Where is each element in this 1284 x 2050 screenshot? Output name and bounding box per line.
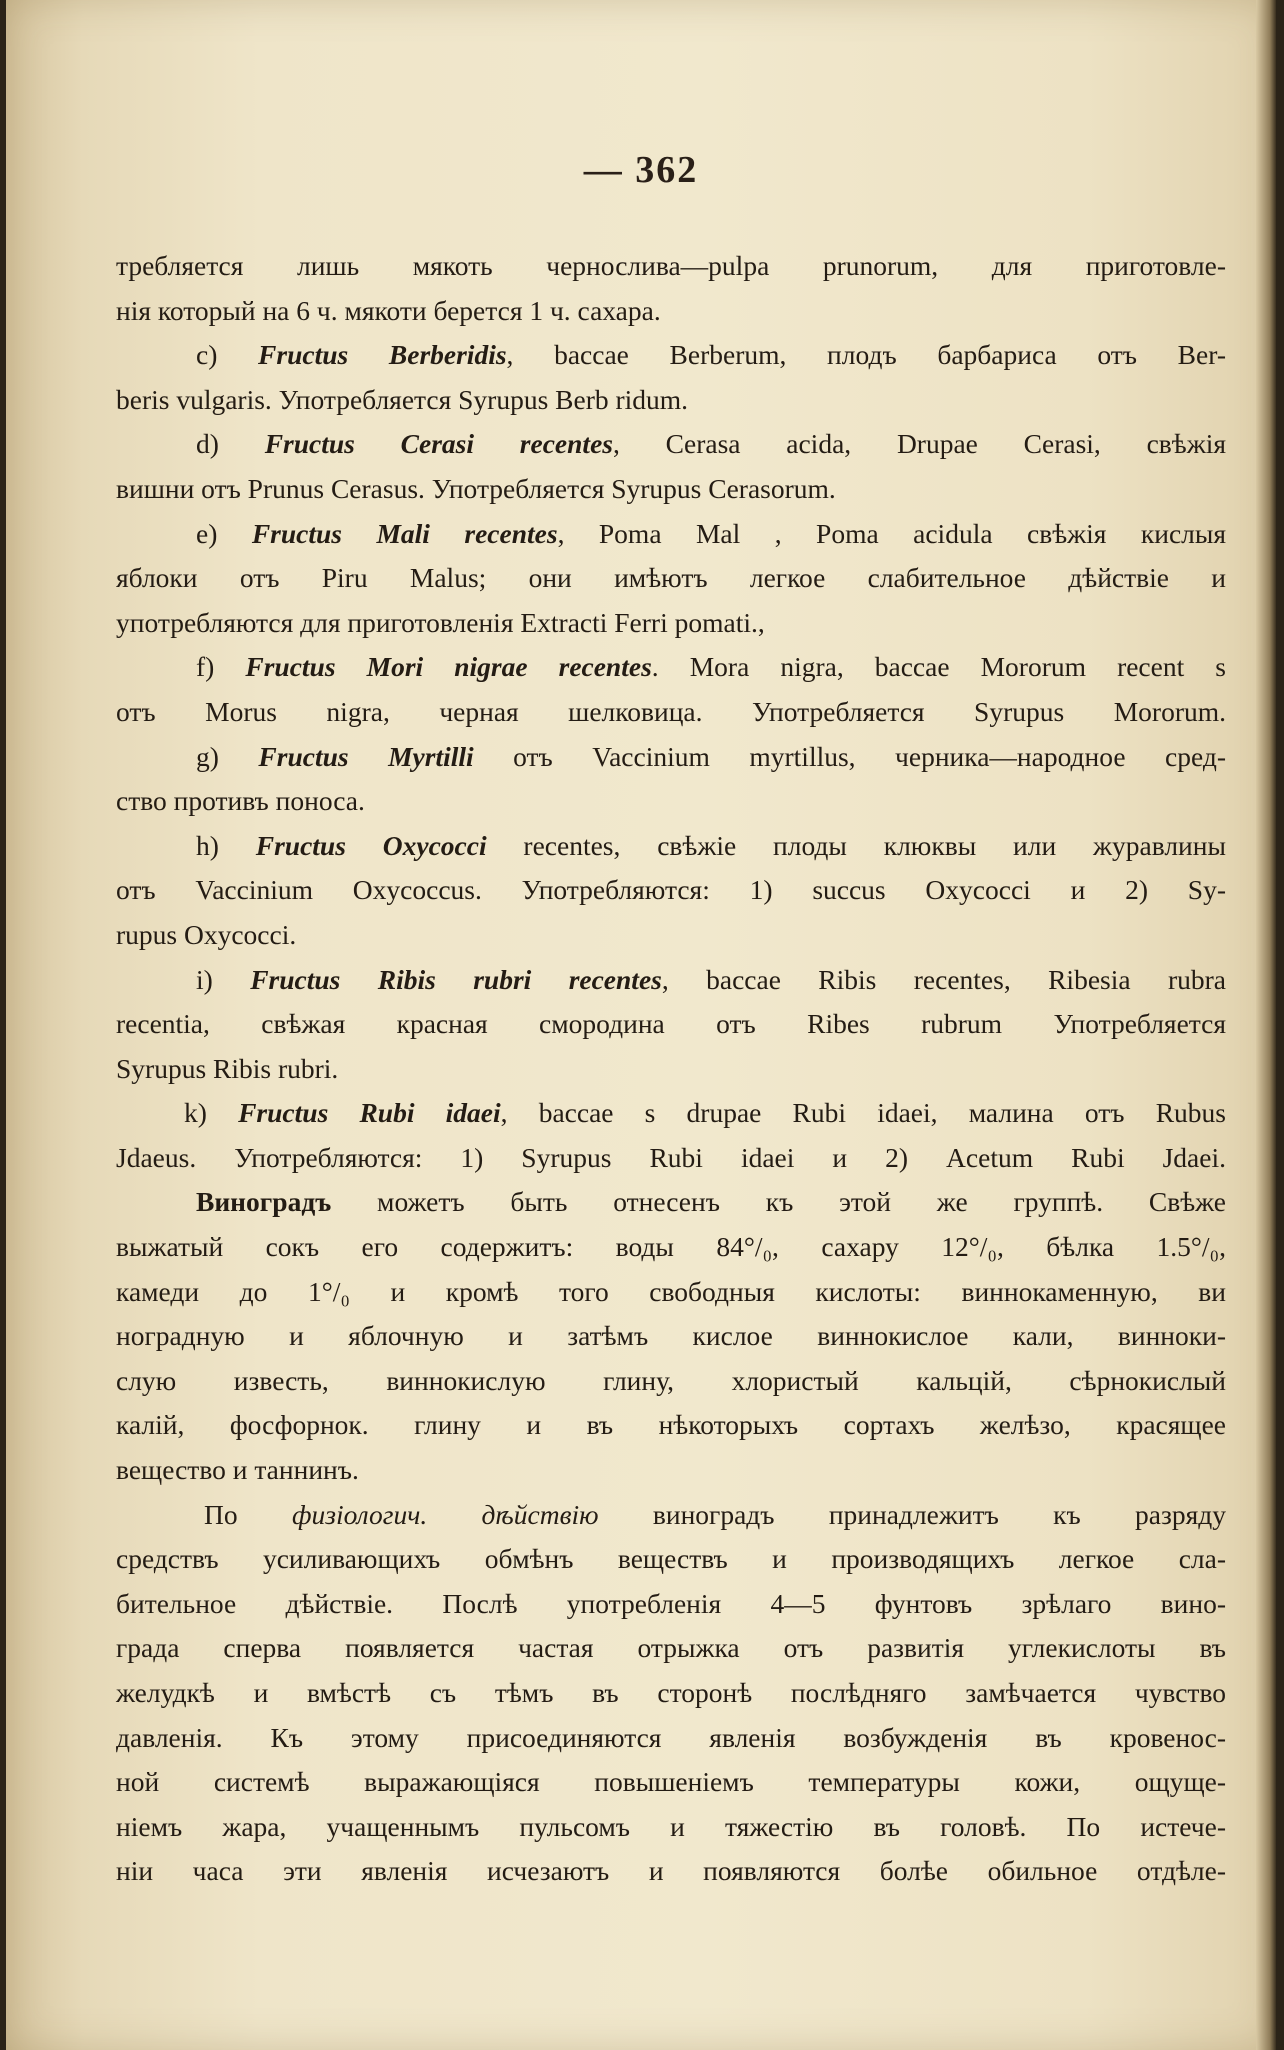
entry-text: . Mora nigra, baccae Mororum recent s [651, 651, 1226, 683]
text-line: желудкѣ и вмѣстѣ съ тѣмъ въ сторонѣ послѣдняго замѣчается чувство [116, 1677, 1226, 1708]
paragraph-text: можетъ быть отнесенъ къ этой же группѣ. Свѣже [331, 1186, 1226, 1218]
latin-term: Fructus Berberidis [258, 339, 507, 371]
text-line: Jdaeus. Употребляются: 1) Syrupus Rubi idaei и 2) Acetum Rubi Jdaei. [116, 1141, 1226, 1173]
paragraph-text: По [204, 1498, 292, 1530]
entry-letter: h) [196, 829, 256, 861]
text-line: rupus Oxycocci. [116, 918, 297, 950]
text-line: отъ Vaccinium Oxycoccus. Употребляются: 1) succus Oxycocci и 2) Sy- [116, 874, 1226, 906]
text-line: вещество и таннинъ. [116, 1454, 359, 1486]
entry-d [116, 422, 1226, 467]
latin-term: Fructus Myrtilli [258, 740, 474, 772]
text-line: ство противъ поноса. [116, 785, 365, 817]
text-line: бительное дѣйствіе. Послѣ употребленія 4—5 фунтовъ зрѣлаго вино- [116, 1587, 1226, 1619]
page-number: — 362 [583, 149, 699, 191]
text-line: отъ Morus nigra, черная шелковица. Употребляется Syrupus Mororum. [116, 695, 1226, 727]
text-line: вишни отъ Prunus Cerasus. Употребляется Syrupus Cerasorum. [116, 472, 836, 504]
entry-text: , baccae s drupae Rubi idaei, малина отъ Rubus [500, 1097, 1226, 1129]
page-edge [1256, 0, 1276, 2050]
entry-text: отъ Vaccinium myrtillus, черника—народное сред- [473, 740, 1226, 772]
entry-e [116, 512, 1226, 557]
entry-text: , Poma Mal , Poma acidula свѣжія кислыя [557, 517, 1226, 549]
entry-text: , Cerasa acida, Drupae Cerasi, свѣжія [612, 428, 1226, 460]
text-line: нія который на 6 ч. мякоти берется 1 ч. сахара. [116, 294, 661, 326]
entry-g [116, 735, 1226, 780]
entry-letter: f) [196, 651, 246, 683]
entry-text: , baccae Berberum, плодъ барбариса отъ Ber- [506, 339, 1226, 371]
latin-term: Fructus Mali recentes [251, 517, 558, 549]
paragraph-text: виноградъ принадлежитъ къ разряду [598, 1498, 1226, 1530]
entry-f [116, 645, 1226, 690]
text-line: давленія. Къ этому присоединяются явленія возбужденія въ кровенос- [116, 1721, 1226, 1753]
entry-letter: e) [196, 517, 252, 549]
text-line: яблоки отъ Piru Malus; они имѣютъ легкое слабительное дѣйствіе и [116, 562, 1226, 594]
entry-i [116, 958, 1226, 1003]
text-line: калій, фосфорнок. глину и въ нѣкоторыхъ сортахъ желѣзо, красящее [116, 1409, 1226, 1441]
latin-term: Fructus Cerasi recentes [264, 428, 613, 460]
body-text [116, 244, 1226, 1894]
entry-h [116, 824, 1226, 869]
text-line: выжатый сокъ его содержитъ: воды 84°/₀, сахару 12°/₀, бѣлка 1.5°/₀, [116, 1231, 1226, 1263]
text-line: ной системѣ выражающіяся повышеніемъ температуры кожи, ощуще- [116, 1766, 1226, 1798]
latin-term: Fructus Ribis rubri recentes [250, 963, 662, 995]
physiology-paragraph-start [116, 1493, 1226, 1538]
entry-letter: g) [196, 740, 259, 772]
text-line: recentia, свѣжая красная смородина отъ Ribes rubrum Употребляется [116, 1008, 1226, 1040]
text-line: ноградную и яблочную и затѣмъ кислое виннокислое кали, виннoки- [116, 1320, 1226, 1352]
text-line: ніи часа эти явленія исчезаютъ и появляются болѣе обильное отдѣле- [116, 1855, 1226, 1887]
text-line: употребляются для приготовленія Extracti Ferri pomati., [116, 606, 765, 638]
latin-term: Fructus Oxycocci [255, 829, 487, 861]
latin-term: Fructus Mori nigrae recentes [245, 651, 652, 683]
heading-term: Виноградъ [196, 1186, 332, 1218]
text-line: града сперва появляется частая отрыжка отъ развитія углекислоты въ [116, 1632, 1226, 1664]
entry-letter: k) [184, 1097, 239, 1129]
text-line: Syrupus Ribis rubri. [116, 1052, 339, 1084]
text-line: beris vulgaris. Употребляется Syrupus Berb ridum. [116, 383, 689, 415]
entry-letter: d) [196, 428, 265, 460]
book-page [6, 0, 1276, 2050]
entry-letter: i) [196, 963, 251, 995]
text-line: слую известь, виннокислую глину, хлористый кальцій, сѣрнокислый [116, 1364, 1226, 1396]
entry-k [116, 1091, 1226, 1136]
entry-text: , baccae Ribis recentes, Ribesia rubra [661, 963, 1226, 995]
text-line: камеди до 1°/₀ и кромѣ того свободныя кислоты: виннокаменную, ви [116, 1275, 1226, 1307]
entry-text: recentes, свѣжіе плоды клюквы или журавлины [486, 829, 1226, 861]
italic-term: физіологич. дѣйствію [291, 1498, 599, 1530]
grape-paragraph-start [116, 1180, 1226, 1225]
text-line: ніемъ жара, учащеннымъ пульсомъ и тяжестію въ головѣ. По истече- [116, 1810, 1226, 1842]
text-line: средствъ усиливающихъ обмѣнъ веществъ и производящихъ легкое сла- [116, 1543, 1226, 1575]
text-line: требляется лишь мякоть чернослива—pulpa prunorum, для приготовле- [116, 250, 1226, 281]
entry-c [116, 333, 1226, 378]
entry-letter: c) [196, 339, 259, 371]
latin-term: Fructus Rubi idaei [238, 1097, 501, 1129]
